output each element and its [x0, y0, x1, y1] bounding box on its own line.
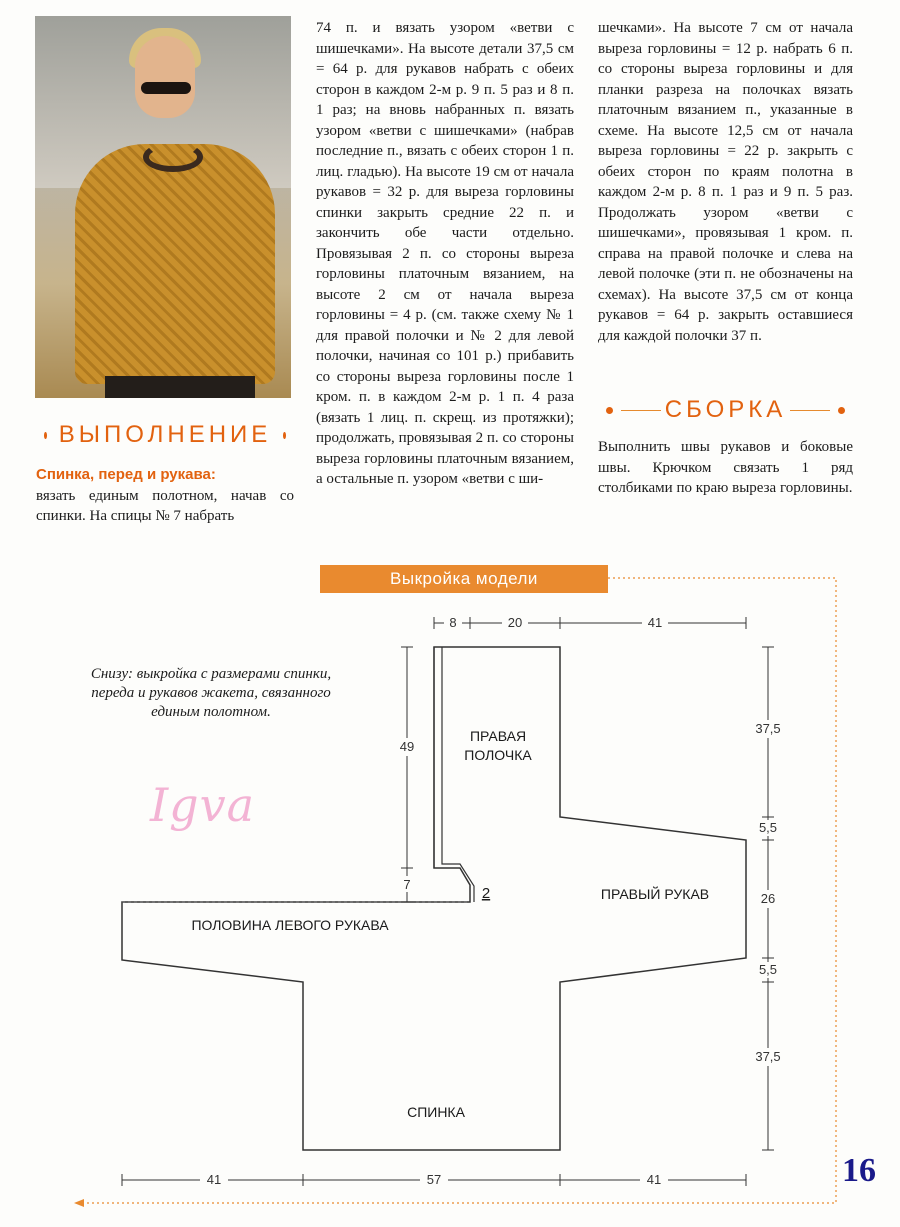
dim-label: 5,5 [758, 962, 778, 977]
dim-label: 20 [507, 615, 523, 630]
pattern-caption: Снизу: выкройка с размерами спинки, переда и рукавов жакета, связанного единым полотном. [90, 666, 332, 720]
dim-label: 41 [646, 1172, 662, 1187]
label-right-front: ПОЛОЧКА [464, 747, 532, 763]
dim-label: 5,5 [758, 820, 778, 835]
arrow-left-icon [74, 1199, 84, 1207]
dim-label: 49 [399, 739, 415, 754]
dim-label: 7 [403, 877, 411, 892]
dim-label: 37,5 [755, 721, 781, 736]
dim-label: 41 [647, 615, 663, 630]
label-right-sleeve: ПРАВЫЙ РУКАВ [600, 886, 710, 902]
paragraph: вязать единым полотном, начав со спинки. На спицы № 7 набрать [36, 487, 294, 524]
label-left-sleeve-half: ПОЛОВИНА ЛЕВОГО РУКАВА [191, 917, 389, 933]
paragraph: Выполнить швы рукавов и боковые швы. Крючком связать 1 ряд столбиками по краю выреза горловины. [598, 439, 853, 496]
dim-label: 26 [760, 891, 776, 906]
dim-label: 57 [426, 1172, 442, 1187]
dim-label: 37,5 [755, 1049, 781, 1064]
neckline [442, 647, 474, 902]
page-number: 16 [842, 1152, 876, 1189]
subheading: Спинка, перед и рукава: [36, 466, 216, 483]
dim-label: 8 [449, 615, 457, 630]
marker-2: 2 [481, 885, 491, 902]
section-heading: СБОРКА [664, 396, 787, 423]
pattern-banner: Выкройка модели [320, 565, 608, 593]
label-back: СПИНКА [407, 1104, 465, 1120]
dim-label: 41 [206, 1172, 222, 1187]
paragraph: 74 п. и вязать узором «ветви с шишечками». На высоте детали 37,5 см = 64 р. для рукавов набрать с обеих сторон в каждом 2-м р. 9 п. 5 раз и 8 п. 1 раз; на вновь набранных п. вязать узором «ветви с шишечками» (набрав последние п., вязать с обеих сторон 1 п. лиц. гладью). На высоте 19 см от начала рукавов = 32 р. для выреза горловины спинки закрыть средние 22 п. и закончить обе части отдельно. Провязывая 2 п. со стороны выреза горловины платочным вязанием, на высоте 2 см от начала выреза горловины = 4 р. (см. также схему № 1 для правой полочки и № 2 для левой полочки, начиная со 101 р.) прибавить со стороны выреза горловины после 1 кром. п. в каждом 2-м р. 1 п. 4 раза (вязать 1 лиц. п. скрещ. из протяжки); продолжать, провязывая 2 п. со стороны выреза горловины платочным вязанием, а остальные п. узором «ветви с ши- [316, 20, 574, 487]
label-right-front: ПРАВАЯ [469, 728, 527, 744]
section-heading: ВЫПОЛНЕНИЕ [58, 421, 272, 448]
watermark: Igva [150, 778, 256, 832]
paragraph: шечками». На высоте 7 см от начала выреза горловины = 12 р. набрать 6 п. со стороны выреза горловины и для планки разреза на полочках вязать платочным вязанием п., указанные в схеме. На высоте 12,5 см от начала выреза горловины = 22 р. закрыть с обеих сторон по краям полотна в каждом 2-м р. 8 п. 1 раз и 9 п. 5 раз. Продолжать узором «ветви с шишечками», провязывая 1 кром. п. справа на правой полочке и слева на левой полочке (эти п. не обозначены на схемах). На высоте 37,5 см от конца рукавов = 64 р. закрыть оставшиеся для каждой полочки 37 п. [598, 20, 853, 344]
